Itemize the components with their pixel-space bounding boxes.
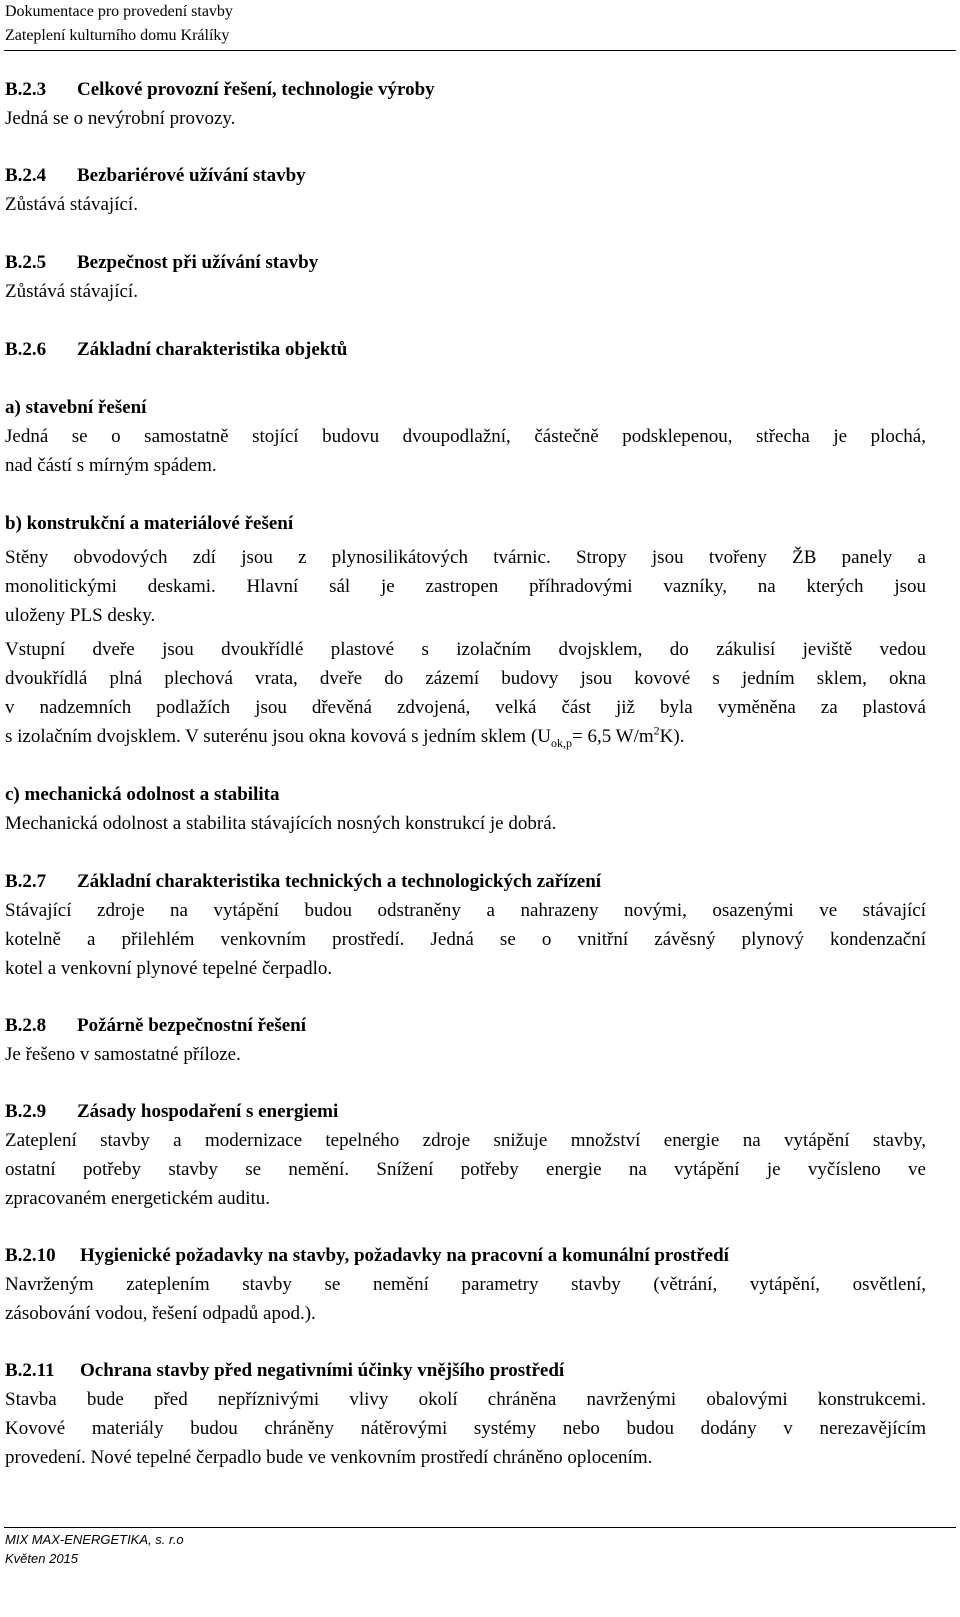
section-text: Zůstává stávající. — [5, 194, 138, 215]
footer-rule — [4, 1527, 956, 1528]
section-number: B.2.6 — [5, 339, 47, 360]
paragraph-line: v nadzemních podlažích jsou dřevěná zdvojená, velká část již byla vyměněna za plastová — [5, 697, 926, 718]
paragraph-line: uloženy PLS desky. — [5, 605, 156, 626]
paragraph-line: Je řešeno v samostatné příloze. — [5, 1044, 241, 1065]
section-title: Hygienické požadavky na stavby, požadavky na pracovní a komunální prostředí — [80, 1245, 729, 1266]
paragraph-line: kotel a venkovní plynové tepelné čerpadlo. — [5, 958, 333, 979]
header-document-type: Dokumentace pro provedení stavby — [5, 3, 233, 20]
section-heading-b23 — [5, 77, 435, 103]
paragraph-line: Mechanická odolnost a stabilita stávajících nosných konstrukcí je dobrá. — [5, 813, 557, 834]
section-number: B.2.8 — [5, 1015, 47, 1036]
section-number: B.2.5 — [5, 252, 47, 273]
paragraph-line: Stávající zdroje na vytápění budou odstraněny a nahrazeny novými, osazenými ve stávající — [5, 900, 926, 921]
subsection-heading-a: a) stavební řešení — [5, 397, 147, 418]
section-heading-b25 — [5, 250, 318, 276]
section-title: Požárně bezpečnostní řešení — [77, 1015, 307, 1036]
section-heading-b211 — [5, 1358, 564, 1384]
paragraph-line-uvalue — [5, 724, 684, 750]
section-text: Zůstává stávající. — [5, 281, 138, 302]
text-run: s izolačním dvojsklem. V suterénu jsou okna kovová s jedním sklem (U — [5, 726, 552, 747]
section-title: Bezbariérové užívání stavby — [77, 165, 306, 186]
section-heading-b26 — [5, 337, 347, 363]
paragraph-line: nad částí s mírným spádem. — [5, 455, 217, 476]
footer-date: Květen 2015 — [5, 1551, 79, 1566]
document-header — [5, 0, 233, 48]
section-number: B.2.3 — [5, 79, 47, 100]
superscript: 2 — [653, 723, 660, 738]
section-number: B.2.7 — [5, 871, 47, 892]
section-title: Ochrana stavby před negativními účinky vnějšího prostředí — [80, 1360, 565, 1381]
paragraph-line: monolitickými deskami. Hlavní sál je zastropen příhradovými vazníky, na kterých jsou — [5, 576, 926, 597]
section-heading-b27 — [5, 869, 601, 895]
section-heading-b210 — [5, 1243, 729, 1269]
text-run: = 6,5 W/m — [572, 726, 654, 747]
paragraph-line: ostatní potřeby stavby se nemění. Snížení potřeby energie na vytápění je vyčísleno ve — [5, 1159, 926, 1180]
paragraph-line: Vstupní dveře jsou dvoukřídlé plastové s izolačním dvojsklem, do zákulisí jeviště vedou — [5, 639, 926, 660]
paragraph-line: dvoukřídlá plná plechová vrata, dveře do zázemí budovy jsou kovové s jedním sklem, okna — [5, 668, 926, 689]
paragraph-line: Kovové materiály budou chráněny nátěrovými systémy nebo budou dodány v nerezavějícím — [5, 1418, 926, 1439]
section-number: B.2.10 — [5, 1245, 56, 1266]
section-heading-b29 — [5, 1099, 338, 1125]
subsection-heading-c: c) mechanická odolnost a stabilita — [5, 784, 280, 805]
paragraph-line: provedení. Nové tepelné čerpadlo bude ve venkovním prostředí chráněno oplocením. — [5, 1447, 653, 1468]
section-heading-b28 — [5, 1013, 306, 1039]
section-number: B.2.4 — [5, 165, 47, 186]
section-heading-b24 — [5, 163, 306, 189]
subsection-heading-b: b) konstrukční a materiálové řešení — [5, 513, 294, 534]
section-title: Základní charakteristika objektů — [77, 339, 348, 360]
section-number: B.2.9 — [5, 1101, 47, 1122]
subscript: ok,p — [551, 735, 573, 750]
section-number: B.2.11 — [5, 1360, 55, 1381]
section-title: Celkové provozní řešení, technologie výroby — [77, 79, 435, 100]
section-title: Bezpečnost při užívání stavby — [77, 252, 319, 273]
header-rule — [4, 50, 956, 51]
paragraph-line: zpracovaném energetickém auditu. — [5, 1188, 270, 1209]
section-text: Jedná se o nevýrobní provozy. — [5, 108, 236, 129]
paragraph-line: kotelně a přilehlém venkovním prostředí. Jedná se o vnitřní závěsný plynový kondenzační — [5, 929, 926, 950]
text-run: K). — [659, 726, 685, 747]
paragraph-line: Stavba bude před nepříznivými vlivy okolí chráněna navrženými obalovými konstrukcemi. — [5, 1389, 926, 1410]
paragraph-line: zásobování vodou, řešení odpadů apod.). — [5, 1303, 316, 1324]
section-title: Základní charakteristika technických a technologických zařízení — [77, 871, 602, 892]
paragraph-line: Jedná se o samostatně stojící budovu dvoupodlažní, částečně podsklepenou, střecha je plochá, — [5, 426, 926, 447]
footer-company: MIX MAX-ENERGETIKA, s. r.o — [5, 1532, 184, 1547]
paragraph-line: Navrženým zateplením stavby se nemění parametry stavby (větrání, vytápění, osvětlení, — [5, 1274, 926, 1295]
paragraph-line: Stěny obvodových zdí jsou z plynosilikátových tvárnic. Stropy jsou tvořeny ŽB panely a — [5, 547, 926, 568]
section-title: Zásady hospodaření s energiemi — [77, 1101, 339, 1122]
header-project-name: Zateplení kulturního domu Králíky — [5, 27, 230, 44]
paragraph-line: Zateplení stavby a modernizace tepelného zdroje snižuje množství energie na vytápění stavby, — [5, 1130, 926, 1151]
